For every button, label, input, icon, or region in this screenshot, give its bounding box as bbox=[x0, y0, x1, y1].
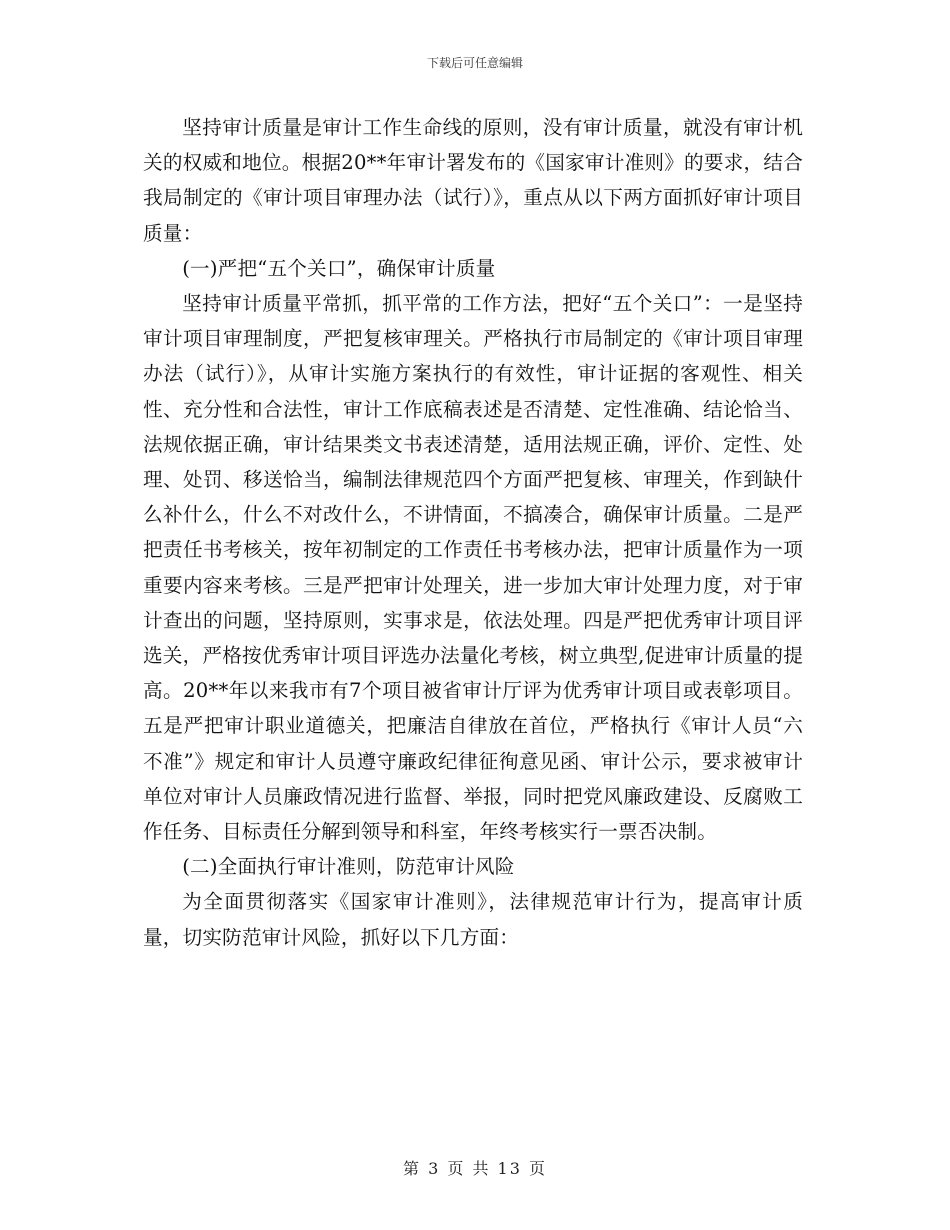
section-1-paragraph: 坚持审计质量平常抓，抓平常的工作方法，把好“五个关口”：一是坚持审计项目审理制度，严把复核审理关。严格执行市局制定的《审计项目审理办法（试行）》，从审计实施方案执行的有效性，审计证据的客观性、相关性、充分性和合法性，审计工作底稿表述是否清楚、定性准确、结论恰当、法规依据正确，审计结果类文书表述清楚，适用法规正确，评价、定性、处理、处罚、移送恰当，编制法律规范四个方面严把复核、审理关，作到缺什么补什么，什么不对改什么，不讲情面，不搞凑合，确保审计质量。二是严把责任书考核关，按年初制定的工作责任书考核办法，把审计质量作为一项重要内容来考核。三是严把审计处理关，进一步加大审计处理力度，对于审计查出的问题，坚持原则，实事求是，依法处理。四是严把优秀审计项目评选关，严格按优秀审计项目评选办法量化考核，树立典型,促进审计质量的提高。20**年以来我市有7个项目被省审计厅评为优秀审计项目或表彰项目。五是严把审计职业道德关，把廉洁自律放在首位，严格执行《审计人员“六不准”》规定和审计人员遵守廉政纪律征徇意见函、审计公示，要求被审计单位对审计人员廉政情况进行监督、举报，同时把党风廉政建设、反腐败工作任务、目标责任分解到领导和科室，年终考核实行一票否决制。 bbox=[143, 292, 803, 844]
page-footer: 第 3 页 共 13 页 bbox=[403, 1159, 547, 1178]
section-2-paragraph: 为全面贯彻落实《国家审计准则》，法律规范审计行为，提高审计质量，切实防范审计风险，抓好以下几方面： bbox=[143, 890, 803, 949]
document-body bbox=[143, 110, 803, 955]
section-heading-1: (一)严把“五个关口”，确保审计质量 bbox=[182, 256, 496, 280]
page-header: 下载后可任意编辑 bbox=[426, 56, 523, 70]
intro-paragraph: 坚持审计质量是审计工作生命线的原则，没有审计质量，就没有审计机关的权威和地位。根据20**年审计署发布的《国家审计准则》的要求，结合我局制定的《审计项目审理办法（试行）》，重点从以下两方面抓好审计项目质量： bbox=[143, 116, 803, 245]
section-heading-2: (二)全面执行审计准则，防范审计风险 bbox=[182, 855, 515, 879]
